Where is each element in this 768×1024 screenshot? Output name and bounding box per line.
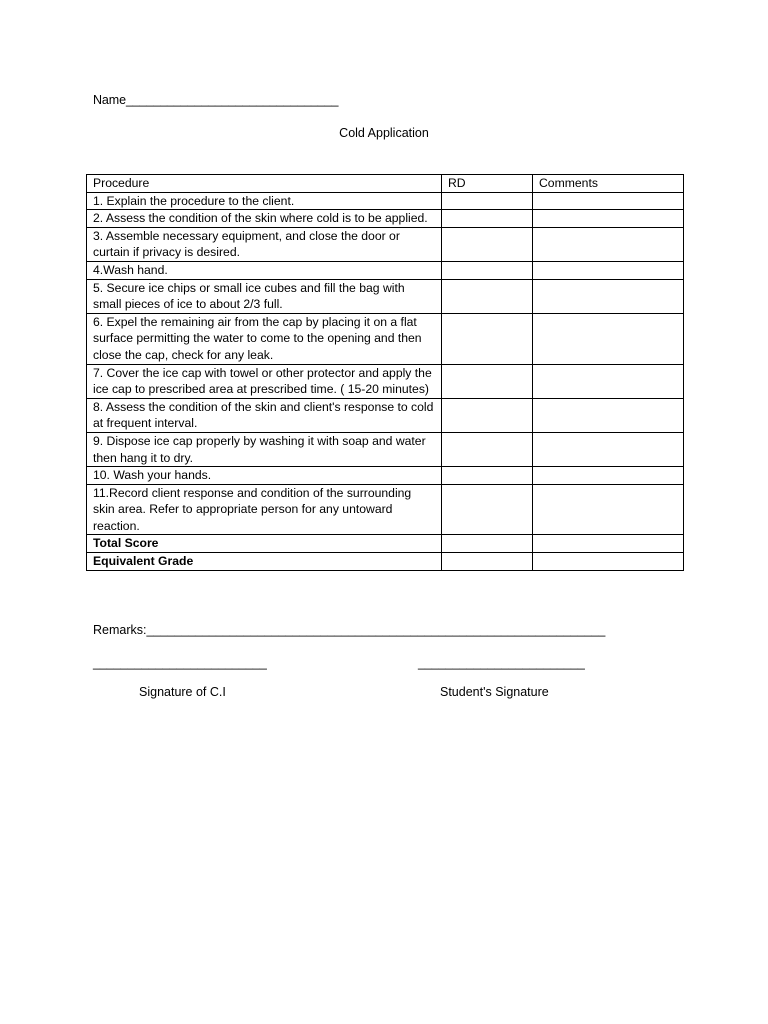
procedure-step-cell: 3. Assemble necessary equipment, and close the door or curtain if privacy is desired. [87,227,442,261]
header-comments: Comments [533,175,684,193]
rd-cell [442,313,533,364]
procedure-step-cell: 9. Dispose ice cap properly by washing it with soap and water then hang it to dry. [87,432,442,466]
comments-cell [533,192,684,210]
rd-cell [442,192,533,210]
table-row [87,398,684,432]
table-row [87,192,684,210]
procedure-step-cell: 10. Wash your hands. [87,467,442,485]
header-rd: RD [442,175,533,193]
comments-cell [533,432,684,466]
table-row [87,484,684,535]
procedure-step-cell: 8. Assess the condition of the skin and client's response to cold at frequent interval. [87,398,442,432]
rd-cell [442,261,533,279]
rd-cell [442,279,533,313]
comments-cell [533,364,684,398]
name-field-line: Name_______________________________ [93,93,339,107]
total-score-row [87,535,684,553]
table-row [87,227,684,261]
table-row [87,261,684,279]
total-score-rd-cell [442,535,533,553]
table-row [87,279,684,313]
table-row [87,313,684,364]
comments-cell [533,313,684,364]
procedure-step-cell: 7. Cover the ice cap with towel or other protector and apply the ice cap to prescribed area at prescribed time. ( 15-20 minutes) [87,364,442,398]
table-header-row [87,175,684,193]
procedure-step-cell: 4.Wash hand. [87,261,442,279]
table-row [87,364,684,398]
rd-cell [442,484,533,535]
total-score-label: Total Score [87,535,442,553]
procedure-step-cell: 2. Assess the condition of the skin where cold is to be applied. [87,210,442,228]
student-signature-label: Student's Signature [440,685,549,699]
procedure-checklist-table [86,174,684,571]
ci-signature-line: _________________________ [93,656,267,670]
student-signature-line: ________________________ [418,656,585,670]
table-row [87,467,684,485]
rd-cell [442,227,533,261]
table-row [87,432,684,466]
rd-cell [442,364,533,398]
procedure-step-cell: 11.Record client response and condition of the surrounding skin area. Refer to appropriate person for any untoward reaction. [87,484,442,535]
total-score-comments-cell [533,535,684,553]
comments-cell [533,484,684,535]
comments-cell [533,227,684,261]
equivalent-grade-rd-cell [442,553,533,571]
procedure-step-cell: 5. Secure ice chips or small ice cubes and fill the bag with small pieces of ice to about 2/3 full. [87,279,442,313]
header-procedure: Procedure [87,175,442,193]
comments-cell [533,467,684,485]
remarks-line: Remarks:__________________________________________________________________ [93,623,606,637]
equivalent-grade-label: Equivalent Grade [87,553,442,571]
equivalent-grade-comments-cell [533,553,684,571]
procedure-step-cell: 6. Expel the remaining air from the cap by placing it on a flat surface permitting the water to come to the opening and then close the cap, check for any leak. [87,313,442,364]
equivalent-grade-row [87,553,684,571]
comments-cell [533,398,684,432]
comments-cell [533,279,684,313]
rd-cell [442,398,533,432]
ci-signature-label: Signature of C.I [139,685,226,699]
rd-cell [442,210,533,228]
document-title: Cold Application [339,126,429,140]
procedure-step-cell: 1. Explain the procedure to the client. [87,192,442,210]
rd-cell [442,467,533,485]
comments-cell [533,261,684,279]
comments-cell [533,210,684,228]
rd-cell [442,432,533,466]
table-row [87,210,684,228]
